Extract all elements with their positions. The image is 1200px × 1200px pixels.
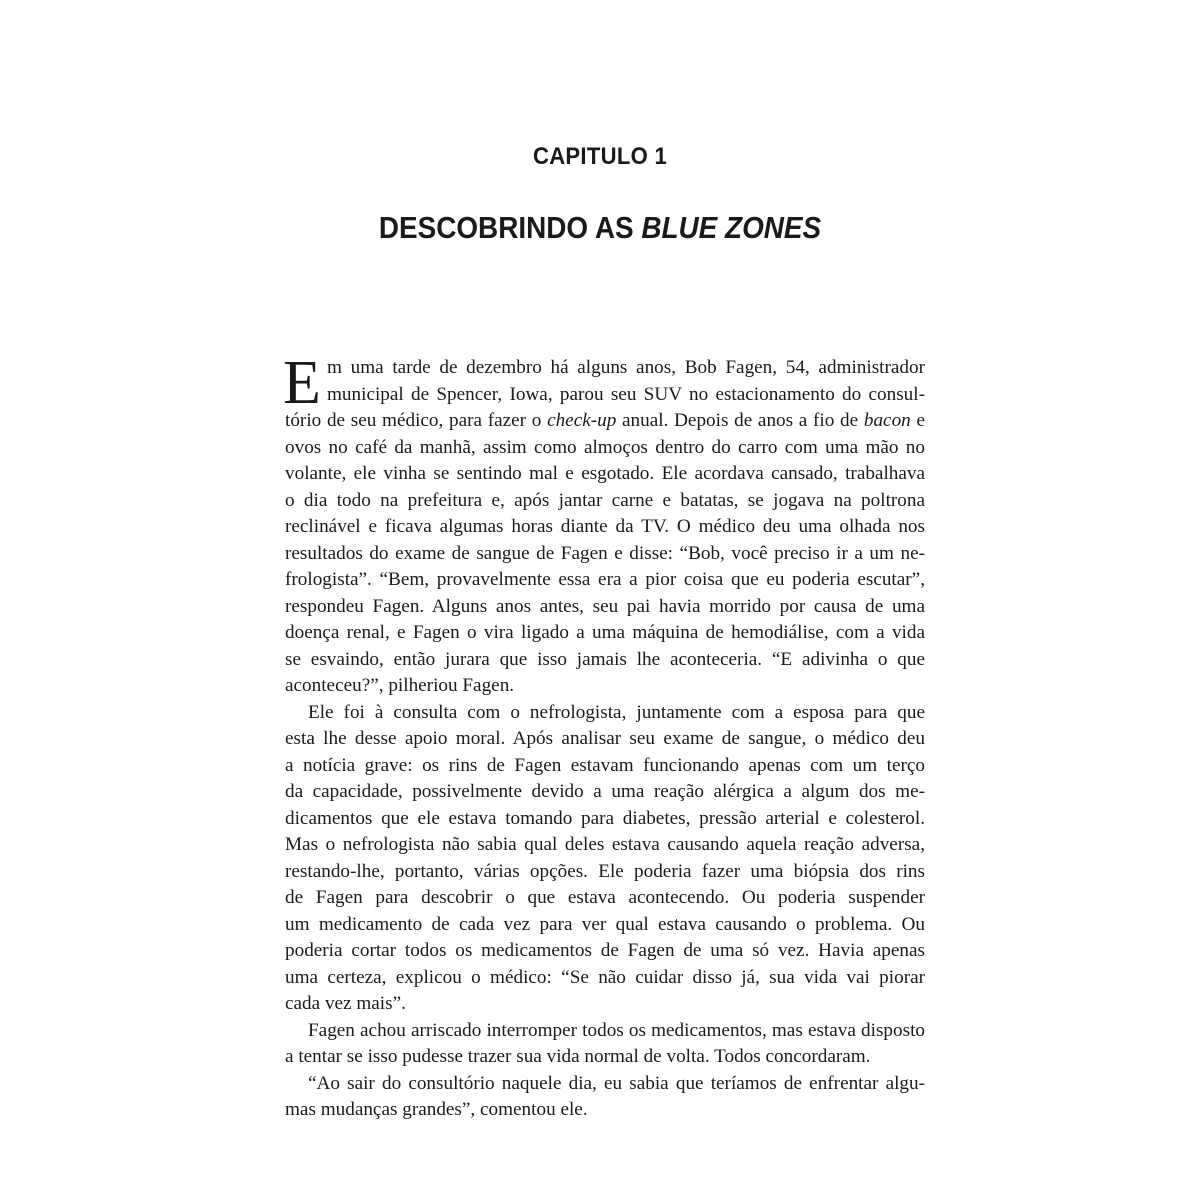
text-segment: e [910,410,925,431]
text-line: doença renal, e Fagen o vira ligado a uma máquina de hemodiálise, com a vida [285,622,925,643]
text-line: respondeu Fagen. Alguns anos antes, seu pai havia morrido por causa de uma [285,595,925,617]
chapter-title-italic: BLUE ZONES [641,210,822,245]
text-line: municipal de Spencer, Iowa, parou seu SUV no estacionamento do consul- [327,383,925,405]
chapter-title [60,210,1140,246]
text-line: esta lhe desse apoio moral. Após analisar seu exame de sangue, o médico deu [285,728,925,749]
text-line: a tentar se isso pudesse trazer sua vida normal de volta. Todos concordaram. [285,1046,871,1067]
text-line: a notícia grave: os rins de Fagen estavam funcionando apenas com um terço [285,754,925,776]
text-line: “Ao sair do consultório naquele dia, eu sabia que teríamos de enfrentar algu- [308,1072,925,1094]
text-line: reclinável e ficava algumas horas diante da TV. O médico deu uma olhada nos [285,516,925,537]
text-segment: anual. Depois de anos a fio de [616,410,864,431]
text-line: dicamentos que ele estava tomando para diabetes, pressão arterial e colesterol. [285,807,925,829]
text-line: frologista”. “Bem, provavelmente essa era a pior coisa que eu poderia escutar”, [285,569,925,590]
text-line: uma certeza, explicou o médico: “Se não cuidar disso já, sua vida vai piorar [285,966,925,988]
text-line: ovos no café da manhã, assim como almoços dentro do carro com uma mão no [285,436,925,458]
drop-cap: E [283,349,321,417]
text-line: resultados do exame de sangue de Fagen e disse: “Bob, você preciso ir a um ne- [285,542,925,564]
text-line: mas mudanças grandes”, comentou ele. [285,1099,588,1120]
text-line: volante, ele vinha se sentindo mal e esgotado. Ele acordava cansado, trabalhava [285,463,925,484]
text-line: de Fagen para descobrir o que estava acontecendo. Ou poderia suspender [285,887,925,908]
text-line [285,408,925,435]
text-line: aconteceu?”, pilheriou Fagen. [285,675,515,696]
text-line: Ele foi à consulta com o nefrologista, juntamente com a esposa para que [308,701,925,723]
text-line: m uma tarde de dezembro há alguns anos, Bob Fagen, 54, administrador [327,357,925,378]
text-line: o dia todo na prefeitura e, após jantar carne e batatas, se jogava na poltrona [285,489,925,511]
text-line: se esvaindo, então jurara que isso jamais lhe aconteceria. “E adivinha o que [285,648,925,670]
italic-text: bacon [863,410,911,431]
chapter-title-main: DESCOBRINDO AS [378,210,642,245]
chapter-label: CAPITULO 1 [532,143,668,170]
text-line: poderia cortar todos os medicamentos de Fagen de uma só vez. Havia apenas [285,940,925,961]
text-line: Fagen achou arriscado interromper todos os medicamentos, mas estava disposto [308,1019,925,1041]
body-text [283,349,925,1124]
text-line: cada vez mais”. [285,993,406,1014]
text-line: restando-lhe, portanto, várias opções. Ele poderia fazer uma biópsia dos rins [285,860,925,882]
text-line: da capacidade, possivelmente devido a uma reação alérgica a algum dos me- [285,781,925,802]
text-line: Mas o nefrologista não sabia qual deles estava causando aquela reação adversa, [285,834,925,855]
text-line: um medicamento de cada vez para ver qual estava causando o problema. Ou [285,913,925,935]
italic-text: check-up [547,410,617,431]
text-segment: tório de seu médico, para fazer o [285,410,548,431]
